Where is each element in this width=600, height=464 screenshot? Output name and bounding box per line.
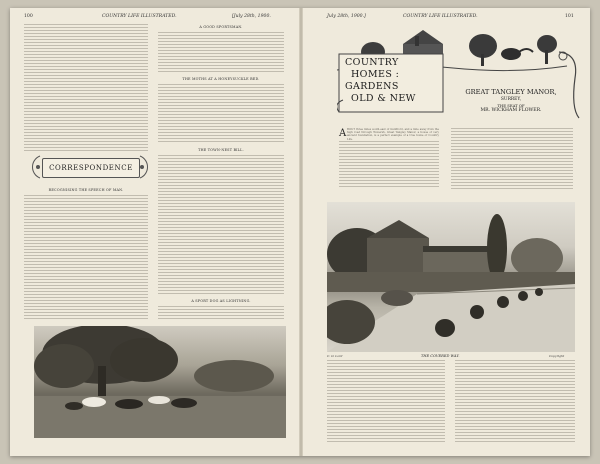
left-column1-text	[24, 24, 148, 152]
correspondence-banner	[42, 158, 140, 178]
estate-owner: MR. WICKHAM FLOWER.	[480, 108, 542, 113]
left-column1-lower-text	[24, 195, 148, 320]
intro-text: BOUT three miles south-east of Guildford, and a mile away from the high road through Wonersh, Great Tangley Manor, a house of very ancient foundation, is a perfect example of a true home of Country Life.	[347, 128, 439, 140]
right-scroll-ornament	[138, 154, 152, 180]
magazine-spread	[10, 8, 590, 456]
intro-dropcap: A	[339, 128, 347, 139]
banner-line-1: COUNTRY	[345, 57, 399, 68]
banner-line-3: GARDENS	[345, 81, 399, 92]
heading-good-sportsman: A GOOD SPORTSMAN.	[199, 25, 243, 29]
right-page	[303, 8, 590, 456]
cattle-photo-artwork	[34, 326, 286, 438]
sport-dog-text	[158, 306, 284, 320]
left-running-head: COUNTRY LIFE ILLUSTRATED.	[102, 14, 177, 19]
correspondence-label: CORRESPONDENCE	[49, 164, 133, 172]
photo-credit-left: C. O. Lord	[327, 354, 343, 358]
covered-way-photo-artwork	[327, 202, 575, 352]
photo-credit-right: Copyright	[549, 354, 565, 358]
left-date: [July 28th, 1900.	[232, 14, 271, 19]
banner-line-4: OLD & NEW	[351, 93, 416, 104]
intro-column2-body	[451, 128, 573, 189]
heading-town-nest: THE TOWN-NEST BILL.	[198, 148, 244, 152]
banner-line-2: HOMES :	[351, 69, 400, 80]
heading-sport-dog: A SPORT DOG AS LIGHTNING.	[191, 299, 251, 303]
estate-name: GREAT TANGLEY MANOR,	[465, 88, 557, 96]
heading-speech-of-man: RECOGNISING THE SPEECH OF MAN.	[48, 188, 124, 192]
country-homes-banner	[337, 52, 445, 114]
estate-seat-label: THE SEAT OF	[497, 103, 525, 108]
town-nest-text	[158, 155, 284, 295]
heading-moths: THE MOTHS AT A HONEYSUCKLE BED.	[182, 77, 260, 81]
right-page-number: 101	[565, 14, 574, 19]
left-page-number: 100	[24, 14, 33, 19]
right-running-head: COUNTRY LIFE ILLUSTRATED.	[403, 14, 478, 19]
left-page	[10, 8, 299, 456]
photo-caption: THE COVERED WAY.	[421, 354, 460, 358]
lower-column2-text	[455, 360, 575, 444]
left-scroll-ornament	[28, 154, 42, 180]
scroll-ornament	[553, 48, 583, 122]
intro-column1-body	[339, 141, 439, 189]
lower-column1-text	[327, 360, 445, 444]
moths-text	[158, 84, 284, 144]
cattle-under-tree-photo	[34, 326, 286, 438]
good-sportsman-text	[158, 32, 284, 74]
right-date: July 28th, 1900.]	[327, 14, 366, 19]
estate-county: SURREY,	[500, 97, 522, 102]
covered-way-photo	[327, 202, 575, 352]
